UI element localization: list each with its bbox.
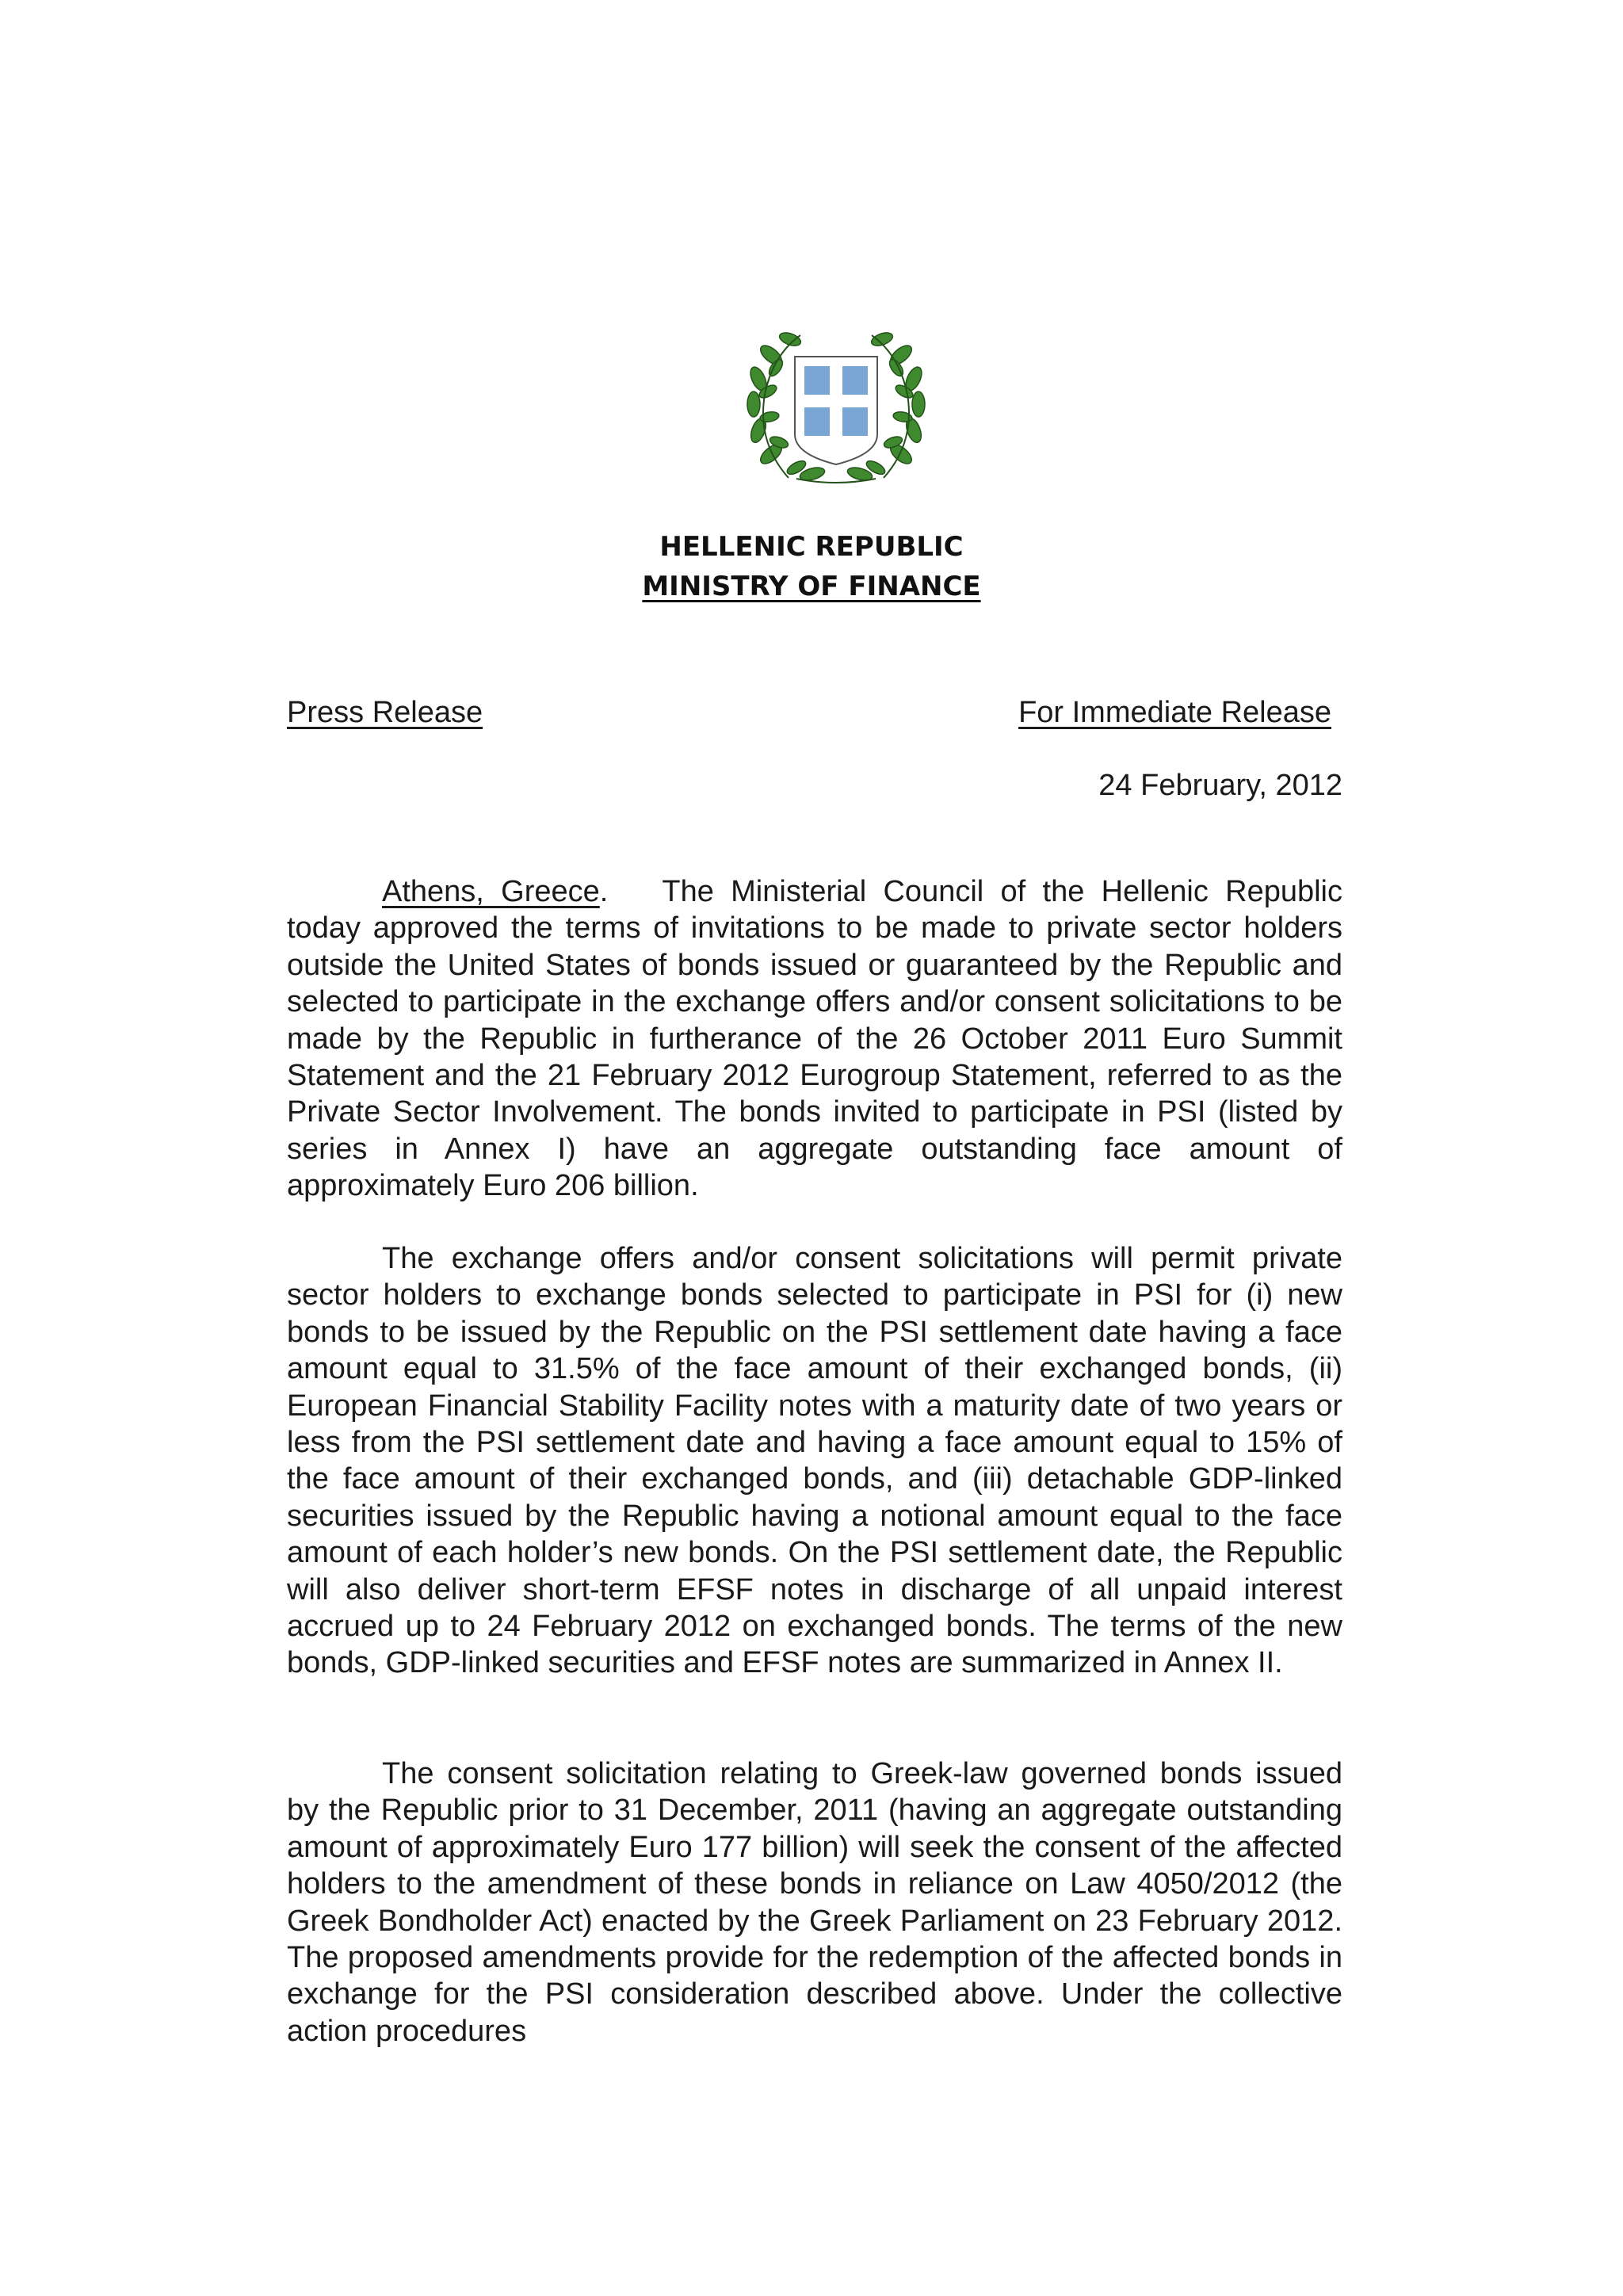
header-line-ministry: MINISTRY OF FINANCE [642, 571, 981, 602]
body-paragraph-2 [287, 1240, 1342, 1682]
body-paragraph-3 [287, 1755, 1342, 2050]
ministry-header [0, 527, 1623, 606]
press-release-label: Press Release [287, 696, 483, 729]
paragraph-2-text: The exchange offers and/or consent solicitations will permit private sector holders to exchange bonds selected to participate in PSI for (i) new bonds to be issued by the Republic on the PSI settlement date having a face amount equal to 31.5% of the face amount of their exchanged bonds, (ii) European Financial Stability Facility notes with a maturity date of two years or less from the PSI settlement date and having a face amount equal to 15% of the face amount of their exchanged bonds, and (iii) detachable GDP-linked securities issued by the Republic having a notional amount equal to the face amount of each holder’s new bonds. On the PSI settlement date, the Republic will also deliver short-term EFSF notes in discharge of all unpaid interest accrued up to 24 February 2012 on exchanged bonds. The terms of the new bonds, GDP-linked securities and EFSF notes are summarized in Annex II. [287, 1242, 1342, 1680]
body-paragraph-1: Athens, Greece. The Ministerial Council of the Hellenic Republic today approved the terms of invitations to be made to private sector holders outside the United States of bonds issued or guaranteed by the Republic and selected to participate in the exchange offers and/or consent solicitations to be made by the Republic in furtherance of the 26 October 2011 Euro Summit Statement and the 21 February 2012 Eurogroup Statement, referred to as the Private Sector Involvement. The bonds invited to participate in PSI (listed by series in Annex I) have an aggregate outstanding face amount of approximately Euro 206 billion. [287, 875, 1342, 1203]
paragraph-1-text: The Ministerial Council of the Hellenic Republic today approved the terms of invitations to be made to private sector holders outside the United States of bonds issued or guaranteed by the Republic and selected to participate in the exchange offers and/or consent solicitations to be made by the Republic in furtherance of the 26 October 2011 Euro Summit Statement and the 21 February 2012 Eurogroup Statement, referred to as the Private Sector Involvement. The bonds invited to participate in PSI (listed by series in Annex I) have an aggregate outstanding face amount of approximately Euro 206 billion. [287, 875, 1342, 1203]
immediate-release-label: For Immediate Release [1018, 696, 1331, 729]
header-line-republic: HELLENIC REPUBLIC [659, 531, 964, 563]
release-date: 24 February, 2012 [1098, 769, 1342, 802]
hellenic-republic-coat-of-arms-icon [741, 323, 931, 494]
location-dateline: Athens, Greece [382, 875, 600, 908]
paragraph-3-text: The consent solicitation relating to Greek-law governed bonds issued by the Republic prior to 31 December, 2011 (having an aggregate outstanding amount of approximately Euro 177 billion) will seek the consent of the affected holders to the amendment of these bonds in reliance on Law 4050/2012 (the Greek Bondholder Act) enacted by the Greek Parliament on 23 February 2012. The proposed amendments provide for the redemption of the affected bonds in exchange for the PSI consideration described above. Under the collective action procedures [287, 1757, 1342, 2048]
